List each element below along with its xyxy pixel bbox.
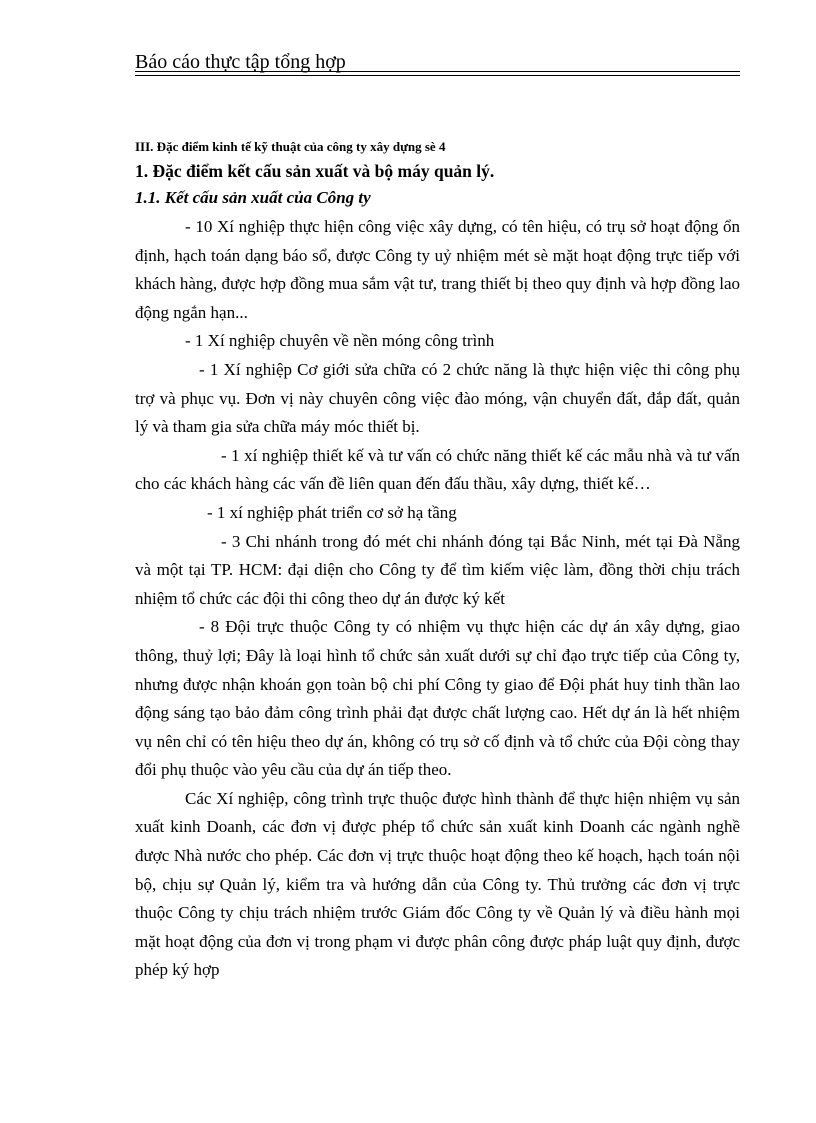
paragraph-co-gioi: - 1 Xí nghiệp Cơ giới sửa chữa có 2 chức năng là thực hiện việc thi công phụ trợ và phục vụ. Đơn vị này chuyên công việc đào móng, vận chuyển đất, đắp đất, quản lý và tham gia sửa chữa máy móc thiết bị.	[135, 359, 740, 437]
document-body	[135, 138, 740, 985]
section-title: III. Đặc điểm kinh tế kỹ thuật của công ty xây dựng sè 4	[135, 139, 446, 154]
paragraph-ha-tang: - 1 xí nghiệp phát triển cơ sở hạ tầng	[207, 502, 457, 522]
paragraph-cac-xi-nghiep: Các Xí nghiệp, công trình trực thuộc được hình thành để thực hiện nhiệm vụ sản xuất kinh Doanh, các đơn vị được phép tổ chức sản xuất kinh Doanh các ngành nghề được Nhà nước cho phép. Các đơn vị trực thuộc hoạt động theo kế hoạch, hạch toán nội bộ, chịu sự Quản lý, kiểm tra và hướng dẫn của Công ty. Thủ trưởng các đơn vị trực thuộc Công ty chịu trách nhiệm trước Giám đốc Công ty về Quản lý và điều hành mọi mặt hoạt động của đơn vị trong phạm vi được phân công được pháp luật quy định, được phép ký hợp	[135, 788, 740, 980]
paragraph-xi-nghiep-xay-dung: - 10 Xí nghiệp thực hiện công việc xây dựng, có tên hiệu, có trụ sở hoạt động ổn định, hạch toán dạng báo sổ, được Công ty uỷ nhiệm mét sè mặt hoạt động trực tiếp với khách hàng, được hợp đồng mua sắm vật tư, trang thiết bị theo quy định và hợp đồng lao động ngắn hạn...	[135, 217, 740, 322]
heading-2: 1.1. Kết cấu sản xuất của Công ty	[135, 188, 371, 207]
page-header: Báo cáo thực tập tổng hợp	[135, 51, 346, 73]
paragraph-thiet-ke-tu-van: - 1 xí nghiệp thiết kế và tư vấn có chức năng thiết kế các mẫu nhà và tư vấn cho các khách hàng các vấn đề liên quan đến đấu thầu, xây dựng, thiết kế…	[135, 445, 740, 494]
paragraph-nen-mong: - 1 Xí nghiệp chuyên về nền móng công trình	[185, 331, 495, 351]
heading-1: 1. Đặc điểm kết cấu sản xuất và bộ máy quản lý.	[135, 161, 495, 181]
paragraph-doi-truc-thuoc: - 8 Đội trực thuộc Công ty có nhiệm vụ thực hiện các dự án xây dựng, giao thông, thuỷ lợi; Đây là loại hình tổ chức sản xuất dưới sự chỉ đạo trực tiếp của Công ty, nhưng được nhận khoán gọn toàn bộ chi phí Công ty giao để Đội phát huy tinh thần lao động sáng tạo bảo đảm công trình phải đạt được chất lượng cao. Hết dự án là hết nhiệm vụ nên chỉ có tên hiệu theo dự án, không có trụ sở cố định và tổ chức của Đội còng thay đổi phụ thuộc vào yêu cầu của dự án tiếp theo.	[135, 617, 740, 780]
paragraph-chi-nhanh: - 3 Chi nhánh trong đó mét chi nhánh đóng tại Bắc Ninh, mét tại Đà Nẵng và một tại TP. HCM: đại diện cho Công ty để tìm kiếm việc làm, đồng thời chịu trách nhiệm tổ chức các đội thi công theo dự án được ký kết	[135, 531, 740, 608]
header-rule-double	[135, 75, 740, 76]
header-rule	[135, 71, 740, 72]
